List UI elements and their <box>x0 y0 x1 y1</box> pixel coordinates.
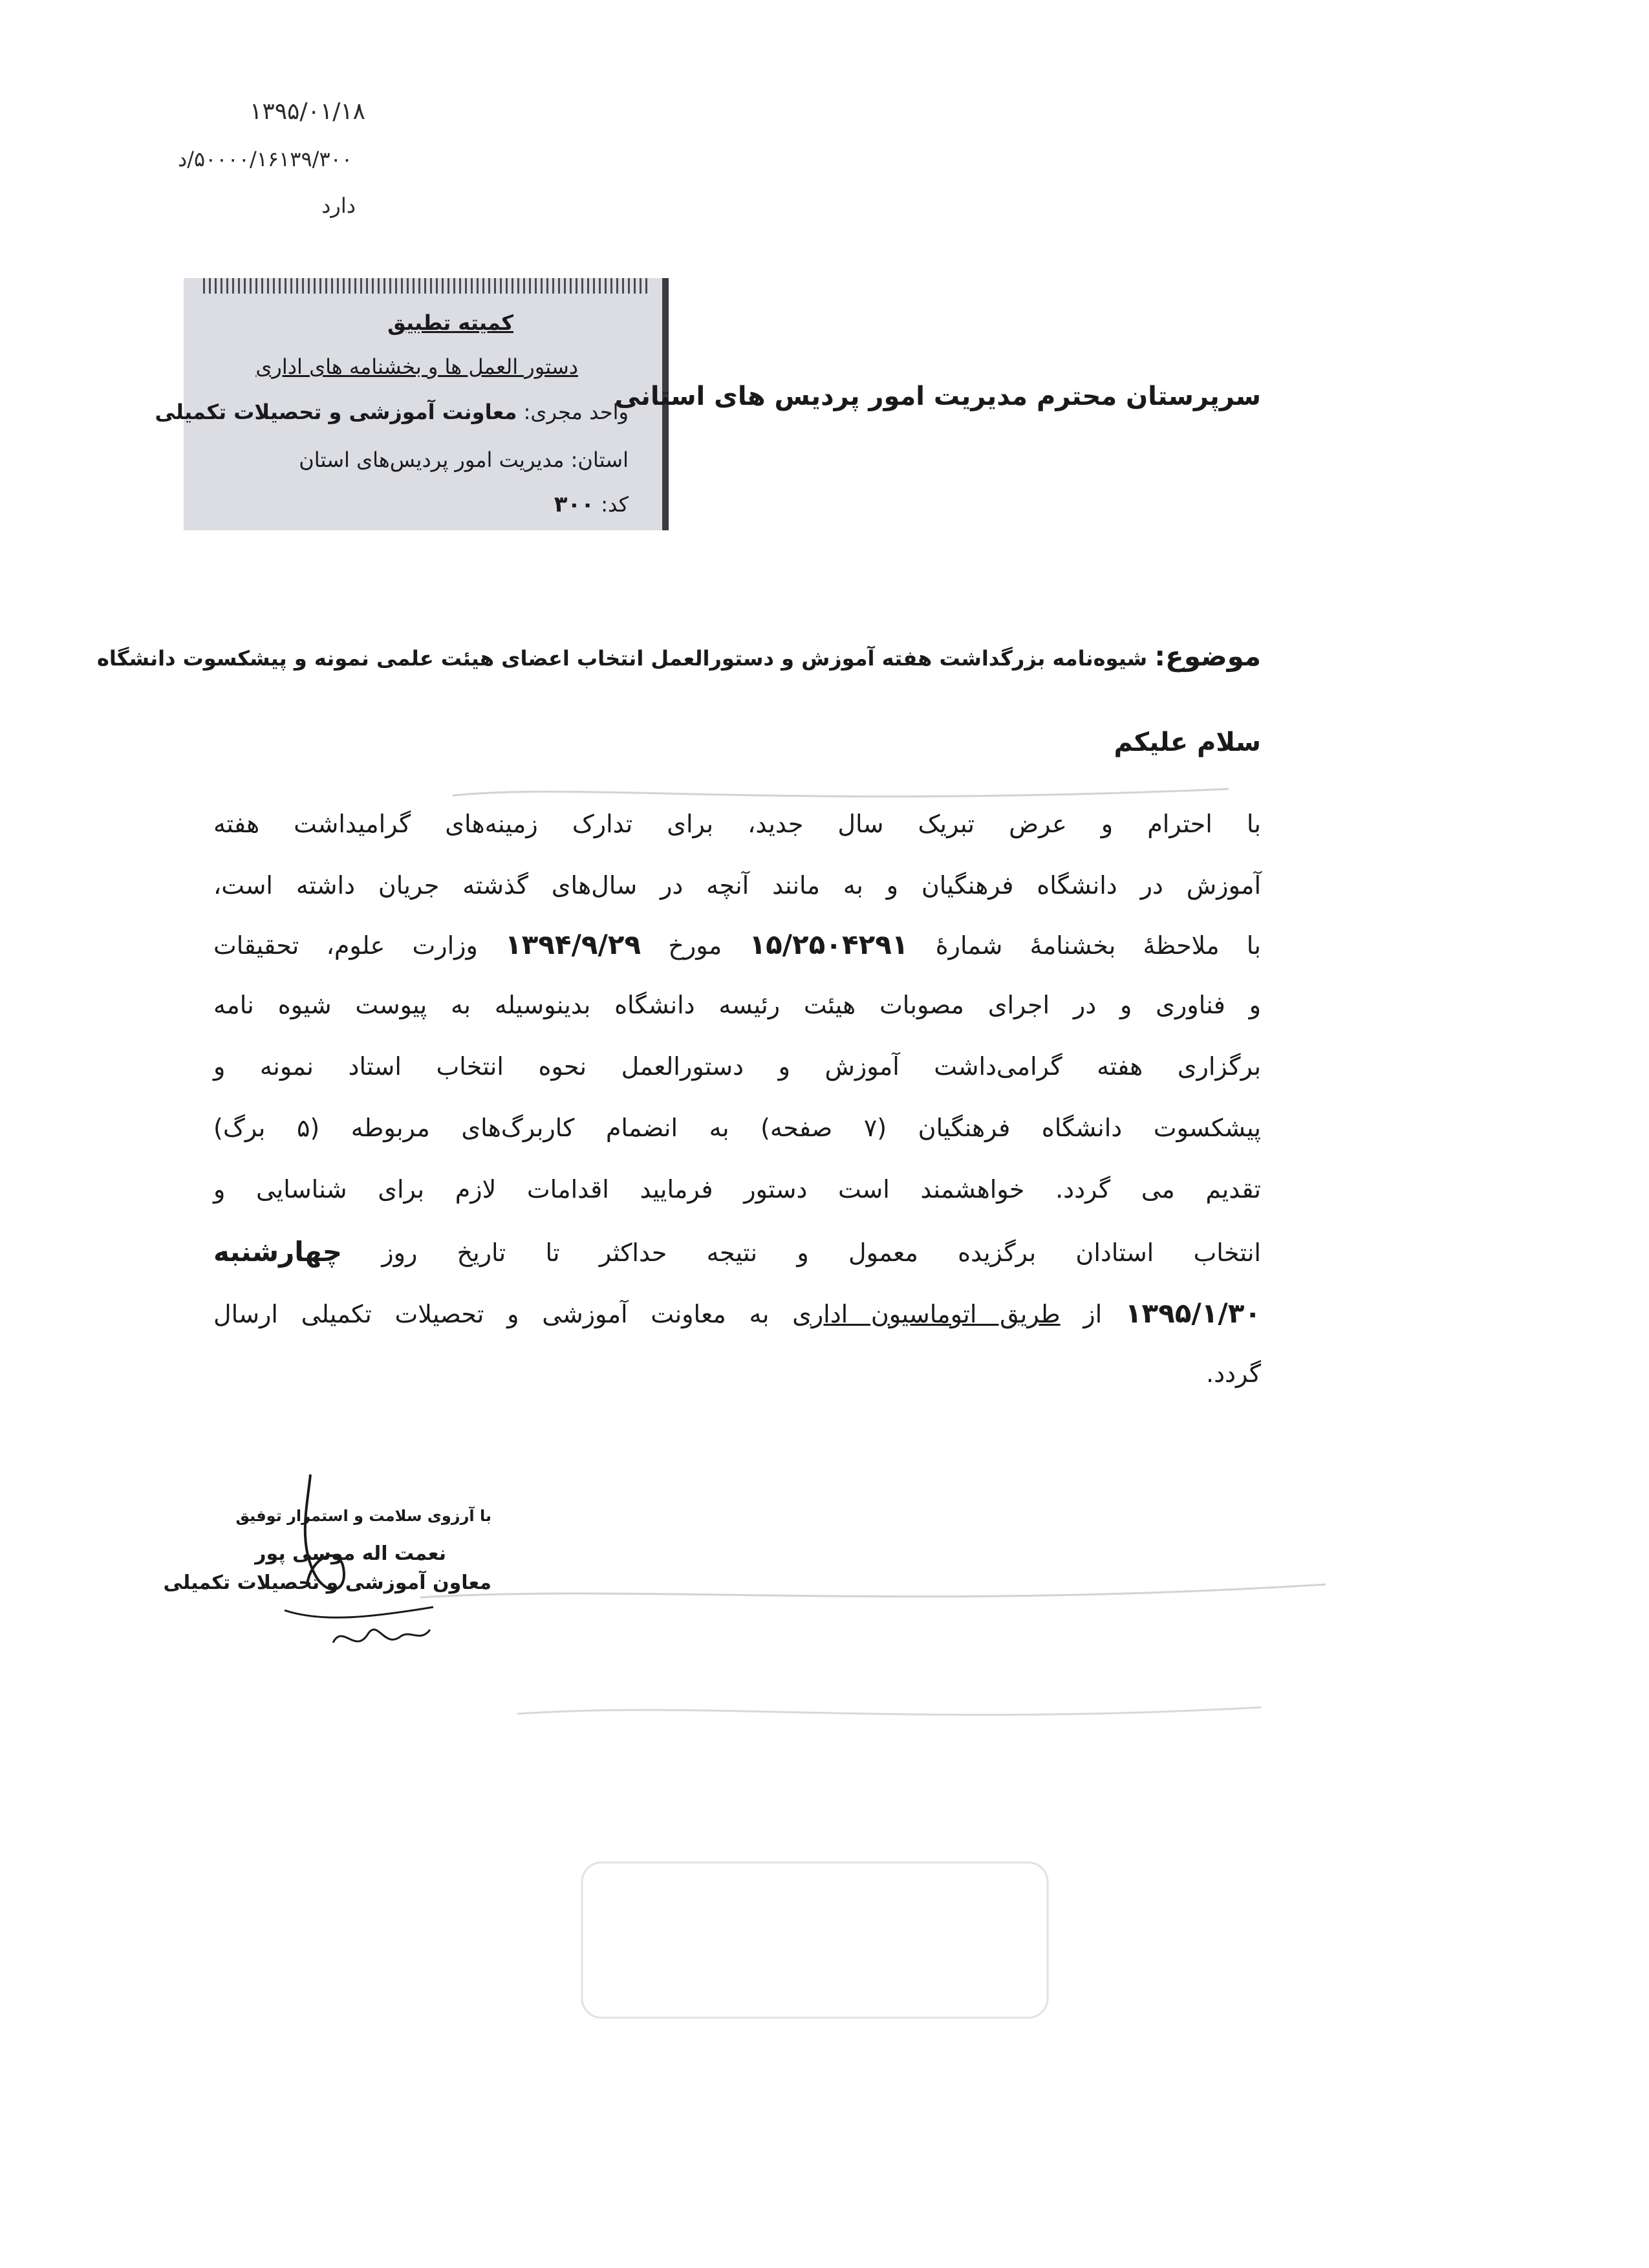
deadline-weekday: چهارشنبه <box>213 1236 343 1268</box>
stamp-unit <box>155 400 629 424</box>
signature-wish: با آرزوی سلامت و استمرار توفیق <box>235 1507 491 1525</box>
body-line-10: گردد. <box>1206 1359 1261 1388</box>
stamp-title: کمیته تطبیق <box>387 310 513 335</box>
circular-date: ۱۳۹۴/۹/۲۹ <box>505 929 641 960</box>
stamp-code-value: ۳۰۰ <box>554 491 595 517</box>
body-line-1: با احترام و عرض تبریک سال جدید، برای تدارک زمینه‌های گرامیداشت هفته <box>213 810 1261 838</box>
stamp-province <box>299 448 629 472</box>
bleed-box <box>582 1863 1048 2018</box>
stamp-subtitle: دستور العمل ها و بخشنامه های اداری <box>255 354 578 379</box>
stamp-province-value: مدیریت امور پردیس‌های استان <box>299 448 565 472</box>
greeting: سلام علیکم <box>1114 728 1261 757</box>
deadline-date: ۱۳۹۵/۱/۳۰ <box>1125 1297 1261 1329</box>
subject-line <box>97 640 1261 672</box>
tatbigh-stamp <box>155 278 669 530</box>
stamp-code <box>554 491 629 517</box>
stamp-unit-value: معاونت آموزشی و تحصیلات تکمیلی <box>155 400 517 424</box>
body-via: از <box>1083 1300 1103 1328</box>
stamp-province-label: استان: <box>570 448 629 472</box>
automation-reference: طریق اتوماسیون اداری <box>792 1300 1061 1328</box>
body-selection-text: انتخاب استادان برگزیده معمول و نتیجه حداکثر تا تاریخ روز <box>382 1238 1261 1267</box>
letter-number: ۵۰۰۰۰/۱۶۱۳۹/۳۰۰/د <box>177 147 352 171</box>
body-line-7: تقدیم می گردد. خواهشمند است دستور فرمایید اقدامات لازم برای شناسایی و <box>213 1175 1261 1204</box>
stamp-code-label: کد: <box>601 492 629 517</box>
stamp-unit-label: واحد مجری: <box>523 400 629 424</box>
bleed-stroke-2 <box>420 1584 1326 1597</box>
body-send-to: به معاونت آموزشی و تحصیلات تکمیلی ارسال <box>213 1300 770 1328</box>
bleed-stroke-1 <box>453 789 1229 797</box>
circular-number: ۱۵/۲۵۰۴۲۹۱ <box>749 929 909 960</box>
body-line-4: و فناوری و در اجرای مصوبات هیئت رئیسه دانشگاه بدینوسیله به پیوست شیوه نامه <box>213 991 1261 1019</box>
signer-title: معاون آموزشی و تحصیلات تکمیلی <box>163 1571 491 1594</box>
subject-text: شیوه‌نامه بزرگداشت هفته آموزش و دستورالعمل انتخاب اعضای هیئت علمی نمونه و پیشکسوت دانشگاه <box>97 646 1148 671</box>
letter-date: ۱۳۹۵/۰۱/۱۸ <box>250 98 365 125</box>
bleed-through-marks <box>323 744 1423 2037</box>
body-ref-text: با ملاحظهٔ بخشنامهٔ شمارهٔ <box>935 931 1261 960</box>
stamp-ticks <box>203 278 649 294</box>
body-line-2: آموزش در دانشگاه فرهنگیان و به مانند آنچه در سال‌های گذشته جریان داشته است، <box>213 871 1261 900</box>
bleed-stroke-3 <box>517 1707 1261 1715</box>
subject-label: موضوع: <box>1154 640 1261 672</box>
letter-attachment: دارد <box>321 193 356 218</box>
body-line-6: پیشکسوت دانشگاه فرهنگیان (۷ صفحه) به انضمام کاربرگ‌های مربوطه (۵ برگ) <box>213 1114 1261 1142</box>
recipient: سرپرستان محترم مدیریت امور پردیس های استانی <box>614 382 1261 411</box>
body-ministry: وزارت علوم، تحقیقات <box>213 931 478 960</box>
signer-name: نعمت اله موسی پور <box>255 1542 446 1565</box>
body-line-5: برگزاری هفته گرامی‌داشت آموزش و دستورالعمل نحوه انتخاب استاد نمونه و <box>213 1052 1261 1081</box>
body-dated: مورخ <box>668 931 722 960</box>
